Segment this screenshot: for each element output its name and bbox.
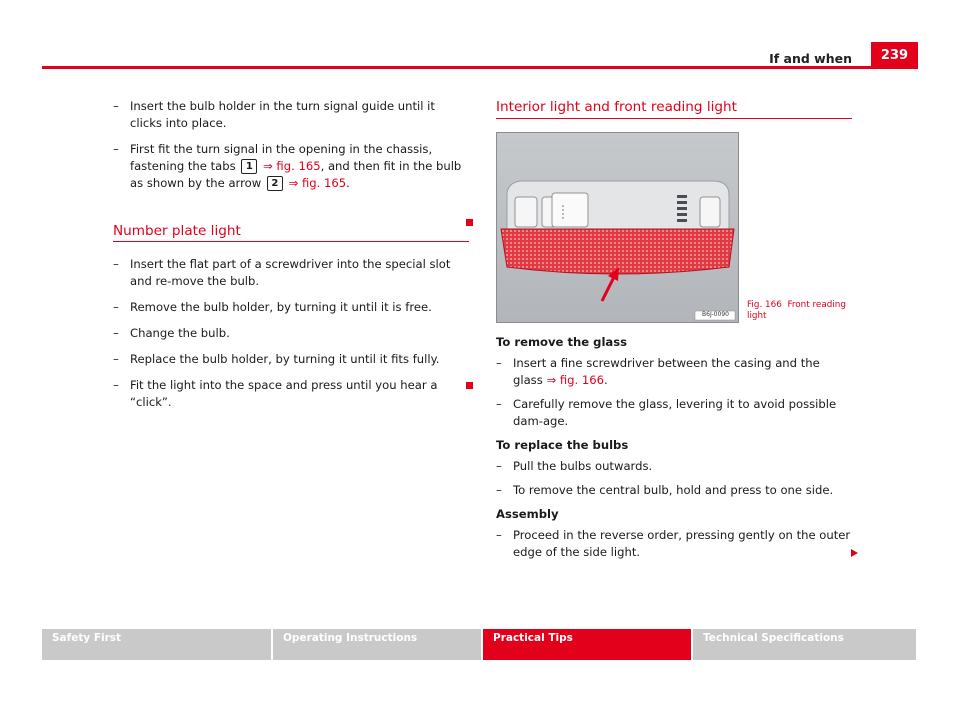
list-item	[496, 458, 852, 475]
callout-number-2: 2	[267, 176, 283, 191]
list-item	[113, 299, 469, 316]
figure-caption	[747, 300, 857, 322]
subheading-remove-glass: To remove the glass	[496, 335, 628, 349]
header-rule	[42, 66, 918, 69]
left-column	[113, 98, 469, 201]
list-item-text: Insert a fine screwdriver between the casing and the glass	[513, 356, 820, 387]
figure-caption-label: Fig. 166	[747, 300, 782, 310]
section-title-number-plate-light: Number plate light	[113, 223, 241, 239]
section-rule	[113, 241, 469, 242]
list-item	[113, 256, 469, 290]
figure-reference-link[interactable]: ⇒ fig. 165	[288, 176, 347, 190]
list-item-text: Replace the bulb holder, by turning it until it fits fully.	[130, 352, 440, 366]
list-item-text: Pull the bulbs outwards.	[513, 459, 653, 473]
list-dash: –	[113, 300, 119, 314]
list-item	[113, 377, 469, 411]
list-item-text: .	[346, 176, 350, 190]
figure-front-reading-light	[496, 132, 739, 323]
figure-caption-text: Front reading light	[747, 300, 846, 321]
tab-practical-tips[interactable]: Practical Tips	[483, 629, 691, 660]
list-item-text: Change the bulb.	[130, 326, 230, 340]
list-dash: –	[496, 356, 502, 370]
list-item	[113, 351, 469, 368]
list-item-text: .	[604, 373, 608, 387]
tab-operating-instructions[interactable]: Operating Instructions	[273, 629, 481, 660]
list-item	[113, 325, 469, 342]
list-dash: –	[113, 326, 119, 340]
section-rule	[496, 118, 852, 119]
list-item	[496, 527, 852, 561]
list-item-text: Insert the bulb holder in the turn signal guide until it clicks into place.	[130, 99, 435, 130]
list-item	[496, 396, 852, 430]
reading-light-illustration	[497, 133, 738, 322]
section-title-interior-light: Interior light and front reading light	[496, 99, 737, 115]
running-header-title: If and when	[769, 51, 852, 66]
tab-safety-first[interactable]: Safety First	[42, 629, 271, 660]
list-item-text: Insert the flat part of a screwdriver into the special slot and re-move the bulb.	[130, 257, 451, 288]
list-item-text: Carefully remove the glass, levering it to avoid possible dam-age.	[513, 397, 837, 428]
list-item	[496, 355, 852, 389]
list-dash: –	[113, 378, 119, 392]
list-dash: –	[113, 99, 119, 113]
subheading-assembly: Assembly	[496, 507, 559, 521]
callout-number-1: 1	[241, 159, 257, 174]
list-item-text: Proceed in the reverse order, pressing gently on the outer edge of the side light.	[513, 528, 851, 559]
list-item	[113, 141, 469, 192]
list-item	[496, 482, 852, 499]
footer-chapter-nav	[42, 629, 918, 660]
page-number: 239	[871, 42, 918, 69]
figure-reference-link[interactable]: ⇒ fig. 166	[546, 373, 605, 387]
number-plate-steps	[113, 256, 469, 420]
list-item-text: First fit the turn signal in the opening in the chassis, fastening the tabs	[130, 142, 433, 173]
list-item-text: To remove the central bulb, hold and press to one side.	[513, 483, 834, 497]
list-item	[113, 98, 469, 132]
right-column-steps	[496, 332, 852, 568]
list-dash: –	[496, 397, 502, 411]
section-end-marker	[466, 382, 473, 389]
tab-technical-specifications[interactable]: Technical Specifications	[693, 629, 916, 660]
list-dash: –	[113, 352, 119, 366]
list-item-text: , and then fit in the bulb as shown by the arrow	[130, 159, 462, 190]
figure-code: B6J-0090	[702, 311, 729, 318]
subheading-replace-bulbs: To replace the bulbs	[496, 438, 629, 452]
list-dash: –	[496, 459, 502, 473]
list-dash: –	[113, 142, 119, 156]
list-dash: –	[496, 483, 502, 497]
figure-reference-link[interactable]: ⇒ fig. 165	[263, 159, 321, 173]
continue-arrow-icon	[851, 549, 858, 557]
section-end-marker	[466, 219, 473, 226]
list-item-text: Remove the bulb holder, by turning it until it is free.	[130, 300, 432, 314]
list-dash: –	[496, 528, 502, 542]
list-dash: –	[113, 257, 119, 271]
list-item-text: Fit the light into the space and press until you hear a “click”.	[130, 378, 438, 409]
